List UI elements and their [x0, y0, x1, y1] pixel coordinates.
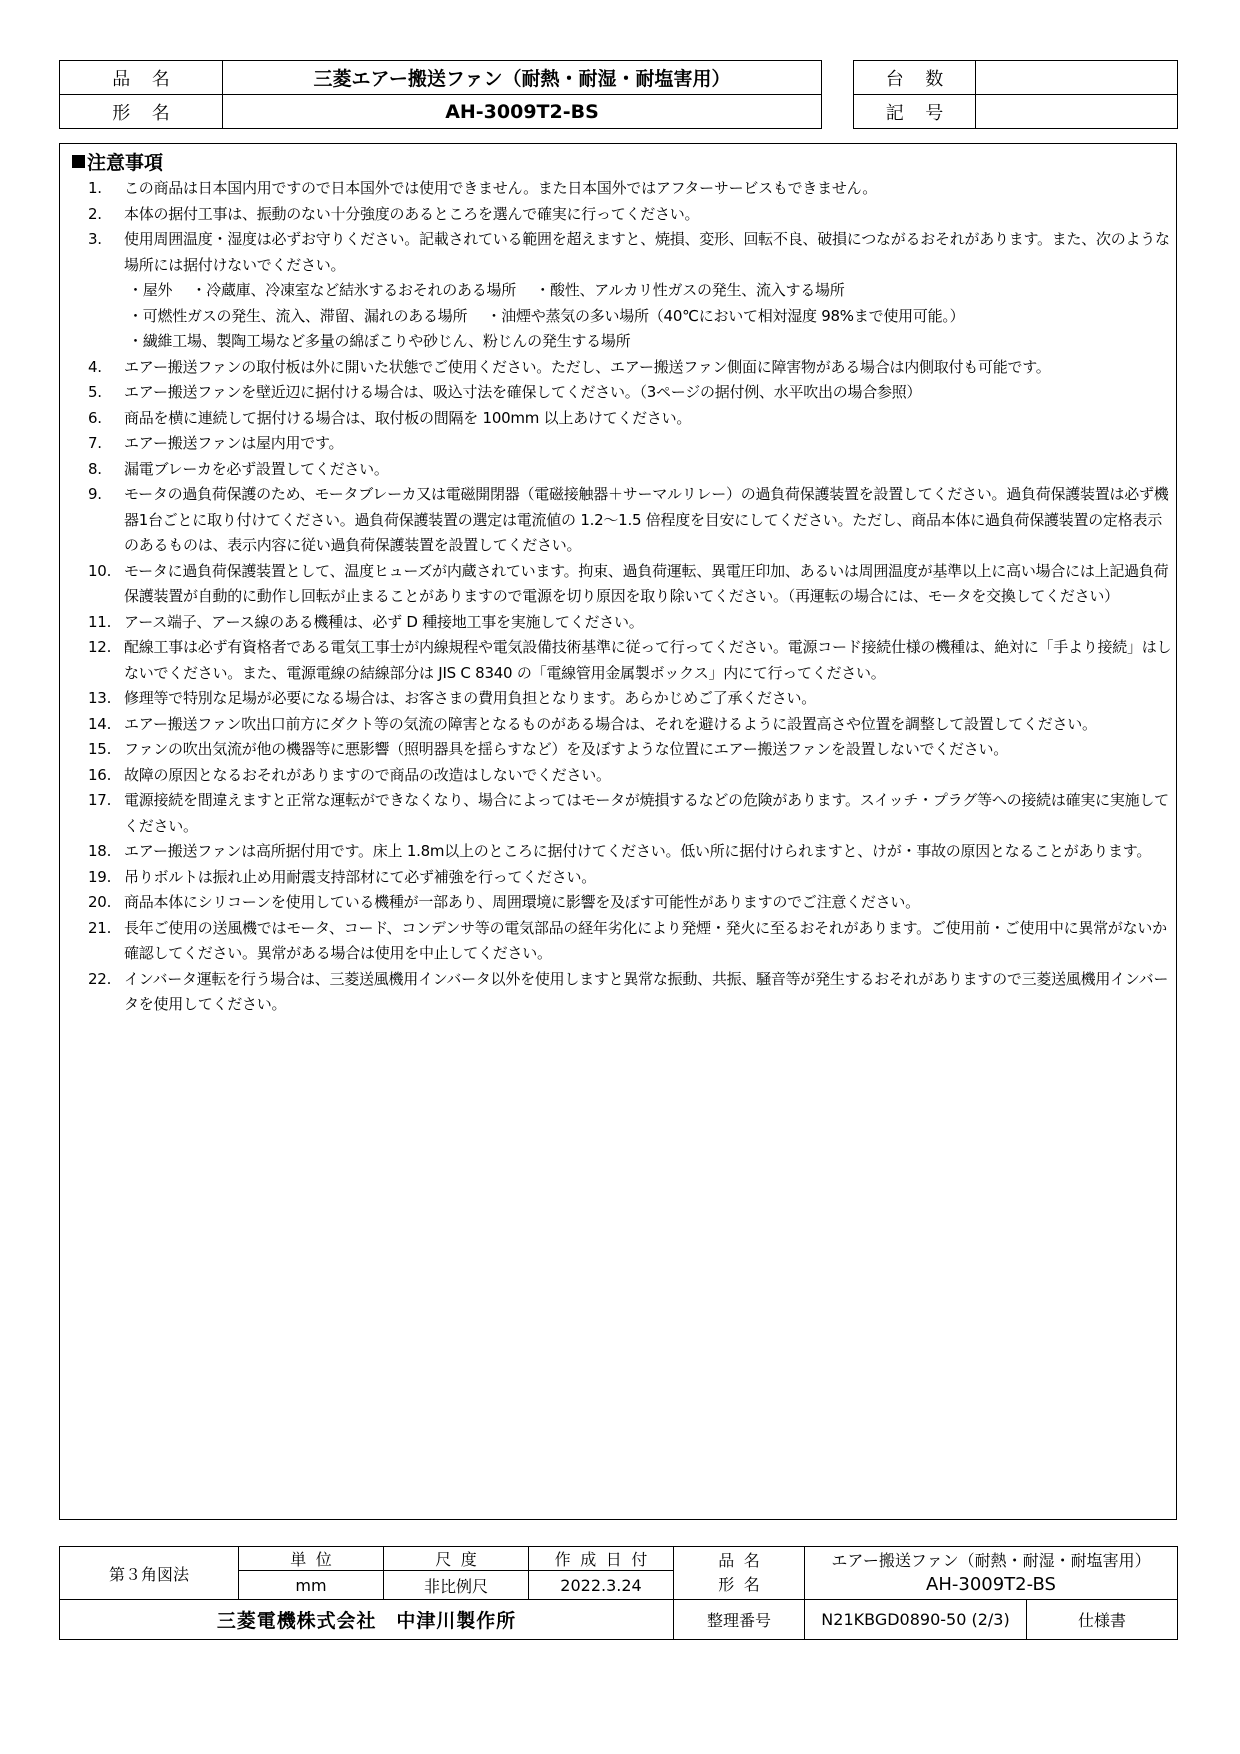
note-item	[88, 635, 1173, 686]
title-block-left	[59, 60, 822, 129]
note-number: 21.	[88, 918, 112, 937]
note-item	[88, 559, 1173, 610]
note-item	[88, 482, 1173, 559]
note-text: 配線工事は必ず有資格者である電気工事士が内線規程や電気設備技術基準に従って行ってください。電源コード接続仕様の機種は、絶対に「手より接続」はしないでください。また、電源電線の結線部分は JIS C 8340 の「電線管用金属製ボックス」内にて行ってください。	[124, 638, 1172, 682]
note-item	[88, 763, 1173, 789]
qty-label: 台数	[854, 61, 976, 95]
note-item	[88, 227, 1173, 355]
note-text: 商品本体にシリコーンを使用している機種が一部あり、周囲環境に影響を及ぼす可能性がありますのでご注意ください。	[124, 893, 920, 911]
note-number: 8.	[88, 459, 102, 478]
notes-title: 注意事項	[87, 152, 164, 174]
symbol-label: 記号	[854, 95, 976, 129]
note-number: 14.	[88, 714, 112, 733]
note-item	[88, 686, 1173, 712]
projection-method: 第３角図法	[60, 1547, 239, 1600]
symbol-value	[976, 95, 1178, 129]
note-item	[88, 406, 1173, 432]
note-text: エアー搬送ファンは高所据付用です。床上 1.8m以上のところに据付けてください。低い所に据付けられますと、けが・事故の原因となることがあります。	[124, 842, 1152, 860]
scale-label: 尺度	[384, 1547, 529, 1571]
footer-product-name: エアー搬送ファン（耐熱・耐湿・耐塩害用）	[831, 1551, 1151, 1570]
note-number: 20.	[88, 893, 112, 911]
note-number: 13.	[88, 689, 112, 707]
product-label: 品名	[60, 61, 223, 95]
notes-heading	[72, 148, 163, 175]
note-number: 22.	[88, 969, 112, 988]
note-number: 7.	[88, 434, 102, 452]
date-label: 作成日付	[529, 1547, 674, 1571]
note-number: 16.	[88, 765, 112, 784]
note-text: 本体の据付工事は、振動のない十分強度のあるところを選んで確実に行ってください。	[124, 204, 700, 223]
notes-list	[88, 176, 1173, 1018]
note-item	[88, 176, 1173, 202]
note-number: 10.	[88, 561, 112, 580]
note-item	[88, 380, 1173, 406]
note-number: 1.	[88, 179, 102, 197]
note-text: 使用周囲温度・湿度は必ずお守りください。記載されている範囲を超えますと、焼損、変形、回転不良、破損につながるおそれがあります。また、次のような場所には据付けないでください。	[124, 230, 1170, 274]
note-number: 17.	[88, 791, 112, 809]
note-item	[88, 202, 1173, 228]
note-text: アース端子、アース線のある機種は、必ず D 種接地工事を実施してください。	[124, 612, 644, 631]
footer-model-name: AH-3009T2-BS	[926, 1574, 1056, 1595]
scale-value: 非比例尺	[384, 1571, 529, 1600]
note-item	[88, 610, 1173, 636]
qty-value	[976, 61, 1178, 95]
ref-label: 整理番号	[674, 1600, 805, 1640]
note-item	[88, 916, 1173, 967]
note-number: 4.	[88, 357, 102, 376]
note-number: 19.	[88, 867, 112, 886]
note-item	[88, 457, 1173, 483]
note-item	[88, 890, 1173, 916]
model-name: AH-3009T2-BS	[223, 95, 822, 129]
product-name: 三菱エアー搬送ファン（耐熱・耐湿・耐塩害用）	[223, 61, 822, 95]
footer-model-label: 形名	[718, 1575, 770, 1594]
note-item	[88, 737, 1173, 763]
note-item	[88, 839, 1173, 865]
note-item	[88, 355, 1173, 381]
date-value: 2022.3.24	[529, 1571, 674, 1600]
note-subitem: ・可燃性ガスの発生、流入、滞留、漏れのある場所 ・油煙や蒸気の多い場所（40℃において相対湿度 98%まで使用可能。）	[128, 306, 965, 325]
note-text: 漏電ブレーカを必ず設置してください。	[124, 459, 389, 478]
note-number: 15.	[88, 740, 112, 758]
note-number: 18.	[88, 842, 112, 860]
note-item	[88, 967, 1173, 1018]
footer-title-block	[59, 1546, 1178, 1640]
footer-product-label: 品名	[718, 1551, 770, 1570]
note-text: ファンの吹出気流が他の機器等に悪影響（照明器具を揺らすなど）を及ぼすような位置にエアー搬送ファンを設置しないでください。	[124, 740, 1008, 758]
title-block-right	[853, 60, 1178, 129]
note-number: 11.	[88, 612, 112, 631]
note-item	[88, 712, 1173, 738]
unit-label: 単位	[239, 1547, 384, 1571]
note-text: 商品を横に連続して据付ける場合は、取付板の間隔を 100mm 以上あけてください。	[124, 408, 692, 427]
note-text: エアー搬送ファンを壁近辺に据付ける場合は、吸込寸法を確保してください。（3ページの据付例、水平吹出の場合参照）	[124, 383, 922, 401]
note-subitem: ・繊維工場、製陶工場など多量の綿ぼこりや砂じん、粉じんの発生する場所	[128, 332, 631, 350]
note-text: 修理等で特別な足場が必要になる場合は、お客さまの費用負担となります。あらかじめご了承ください。	[124, 689, 817, 707]
note-text: モータの過負荷保護のため、モータブレーカ又は電磁開閉器（電磁接触器＋サーマルリレー）の過負荷保護装置を設置してください。過負荷保護装置は必ず機器1台ごとに取り付けてください。過負荷保護装置の選定は電流値の 1.2～1.5 倍程度を目安にしてください。ただし、商品本体に過負荷保護装置の定格表示のあるものは、表示内容に従い過負荷保護装置を設置してください。	[124, 485, 1169, 554]
company-name: 三菱電機株式会社 中津川製作所	[60, 1600, 674, 1640]
note-number: 12.	[88, 638, 112, 656]
note-text: この商品は日本国内用ですので日本国外では使用できません。また日本国外ではアフターサービスもできません。	[124, 179, 878, 197]
note-text: モータに過負荷保護装置として、温度ヒューズが内蔵されています。拘束、過負荷運転、異電圧印加、あるいは周囲温度が基準以上に高い場合には上記過負荷保護装置が自動的に動作し回転が止まることがありますので電源を切り原因を取り除いてください。（再運転の場合には、モータを交換してください）	[124, 561, 1169, 605]
ref-value: N21KBGD0890-50 (2/3)	[805, 1600, 1027, 1640]
note-number: 6.	[88, 408, 102, 427]
note-text: インバータ運転を行う場合は、三菱送風機用インバータ以外を使用しますと異常な振動、共振、騒音等が発生するおそれがありますので三菱送風機用インバータを使用してください。	[124, 969, 1169, 1013]
unit-value: mm	[239, 1571, 384, 1600]
note-text: 故障の原因となるおそれがありますので商品の改造はしないでください。	[124, 765, 611, 784]
notes-box	[59, 143, 1177, 1520]
note-text: 長年ご使用の送風機ではモータ、コード、コンデンサ等の電気部品の経年劣化により発煙・発火に至るおそれがあります。ご使用前・ご使用中に異常がないか確認してください。異常がある場合は使用を中止してください。	[124, 918, 1167, 962]
square-bullet-icon	[72, 155, 85, 168]
product-model-labels	[674, 1547, 805, 1600]
note-item	[88, 865, 1173, 891]
note-text: エアー搬送ファンは屋内用です。	[124, 434, 344, 452]
note-text: 電源接続を間違えますと正常な運転ができなくなり、場合によってはモータが焼損するなどの危険があります。スイッチ・プラグ等への接続は確実に実施してください。	[124, 791, 1169, 835]
note-number: 3.	[88, 230, 102, 248]
note-subitem: ・屋外 ・冷蔵庫、冷凍室など結氷するおそれのある場所 ・酸性、アルカリ性ガスの発生、流入する場所	[128, 281, 845, 299]
doc-type: 仕様書	[1027, 1600, 1178, 1640]
note-number: 2.	[88, 204, 102, 223]
model-label: 形名	[60, 95, 223, 129]
note-item	[88, 788, 1173, 839]
note-text: 吊りボルトは振れ止め用耐震支持部材にて必ず補強を行ってください。	[124, 867, 597, 886]
note-item	[88, 431, 1173, 457]
note-number: 5.	[88, 383, 102, 401]
note-text: エアー搬送ファンの取付板は外に開いた状態でご使用ください。ただし、エアー搬送ファン側面に障害物がある場合は内側取付も可能です。	[124, 357, 1051, 376]
note-number: 9.	[88, 485, 102, 503]
note-text: エアー搬送ファン吹出口前方にダクト等の気流の障害となるものがある場合は、それを避けるように設置高さや位置を調整して設置してください。	[124, 714, 1097, 733]
product-model-values	[805, 1547, 1178, 1600]
